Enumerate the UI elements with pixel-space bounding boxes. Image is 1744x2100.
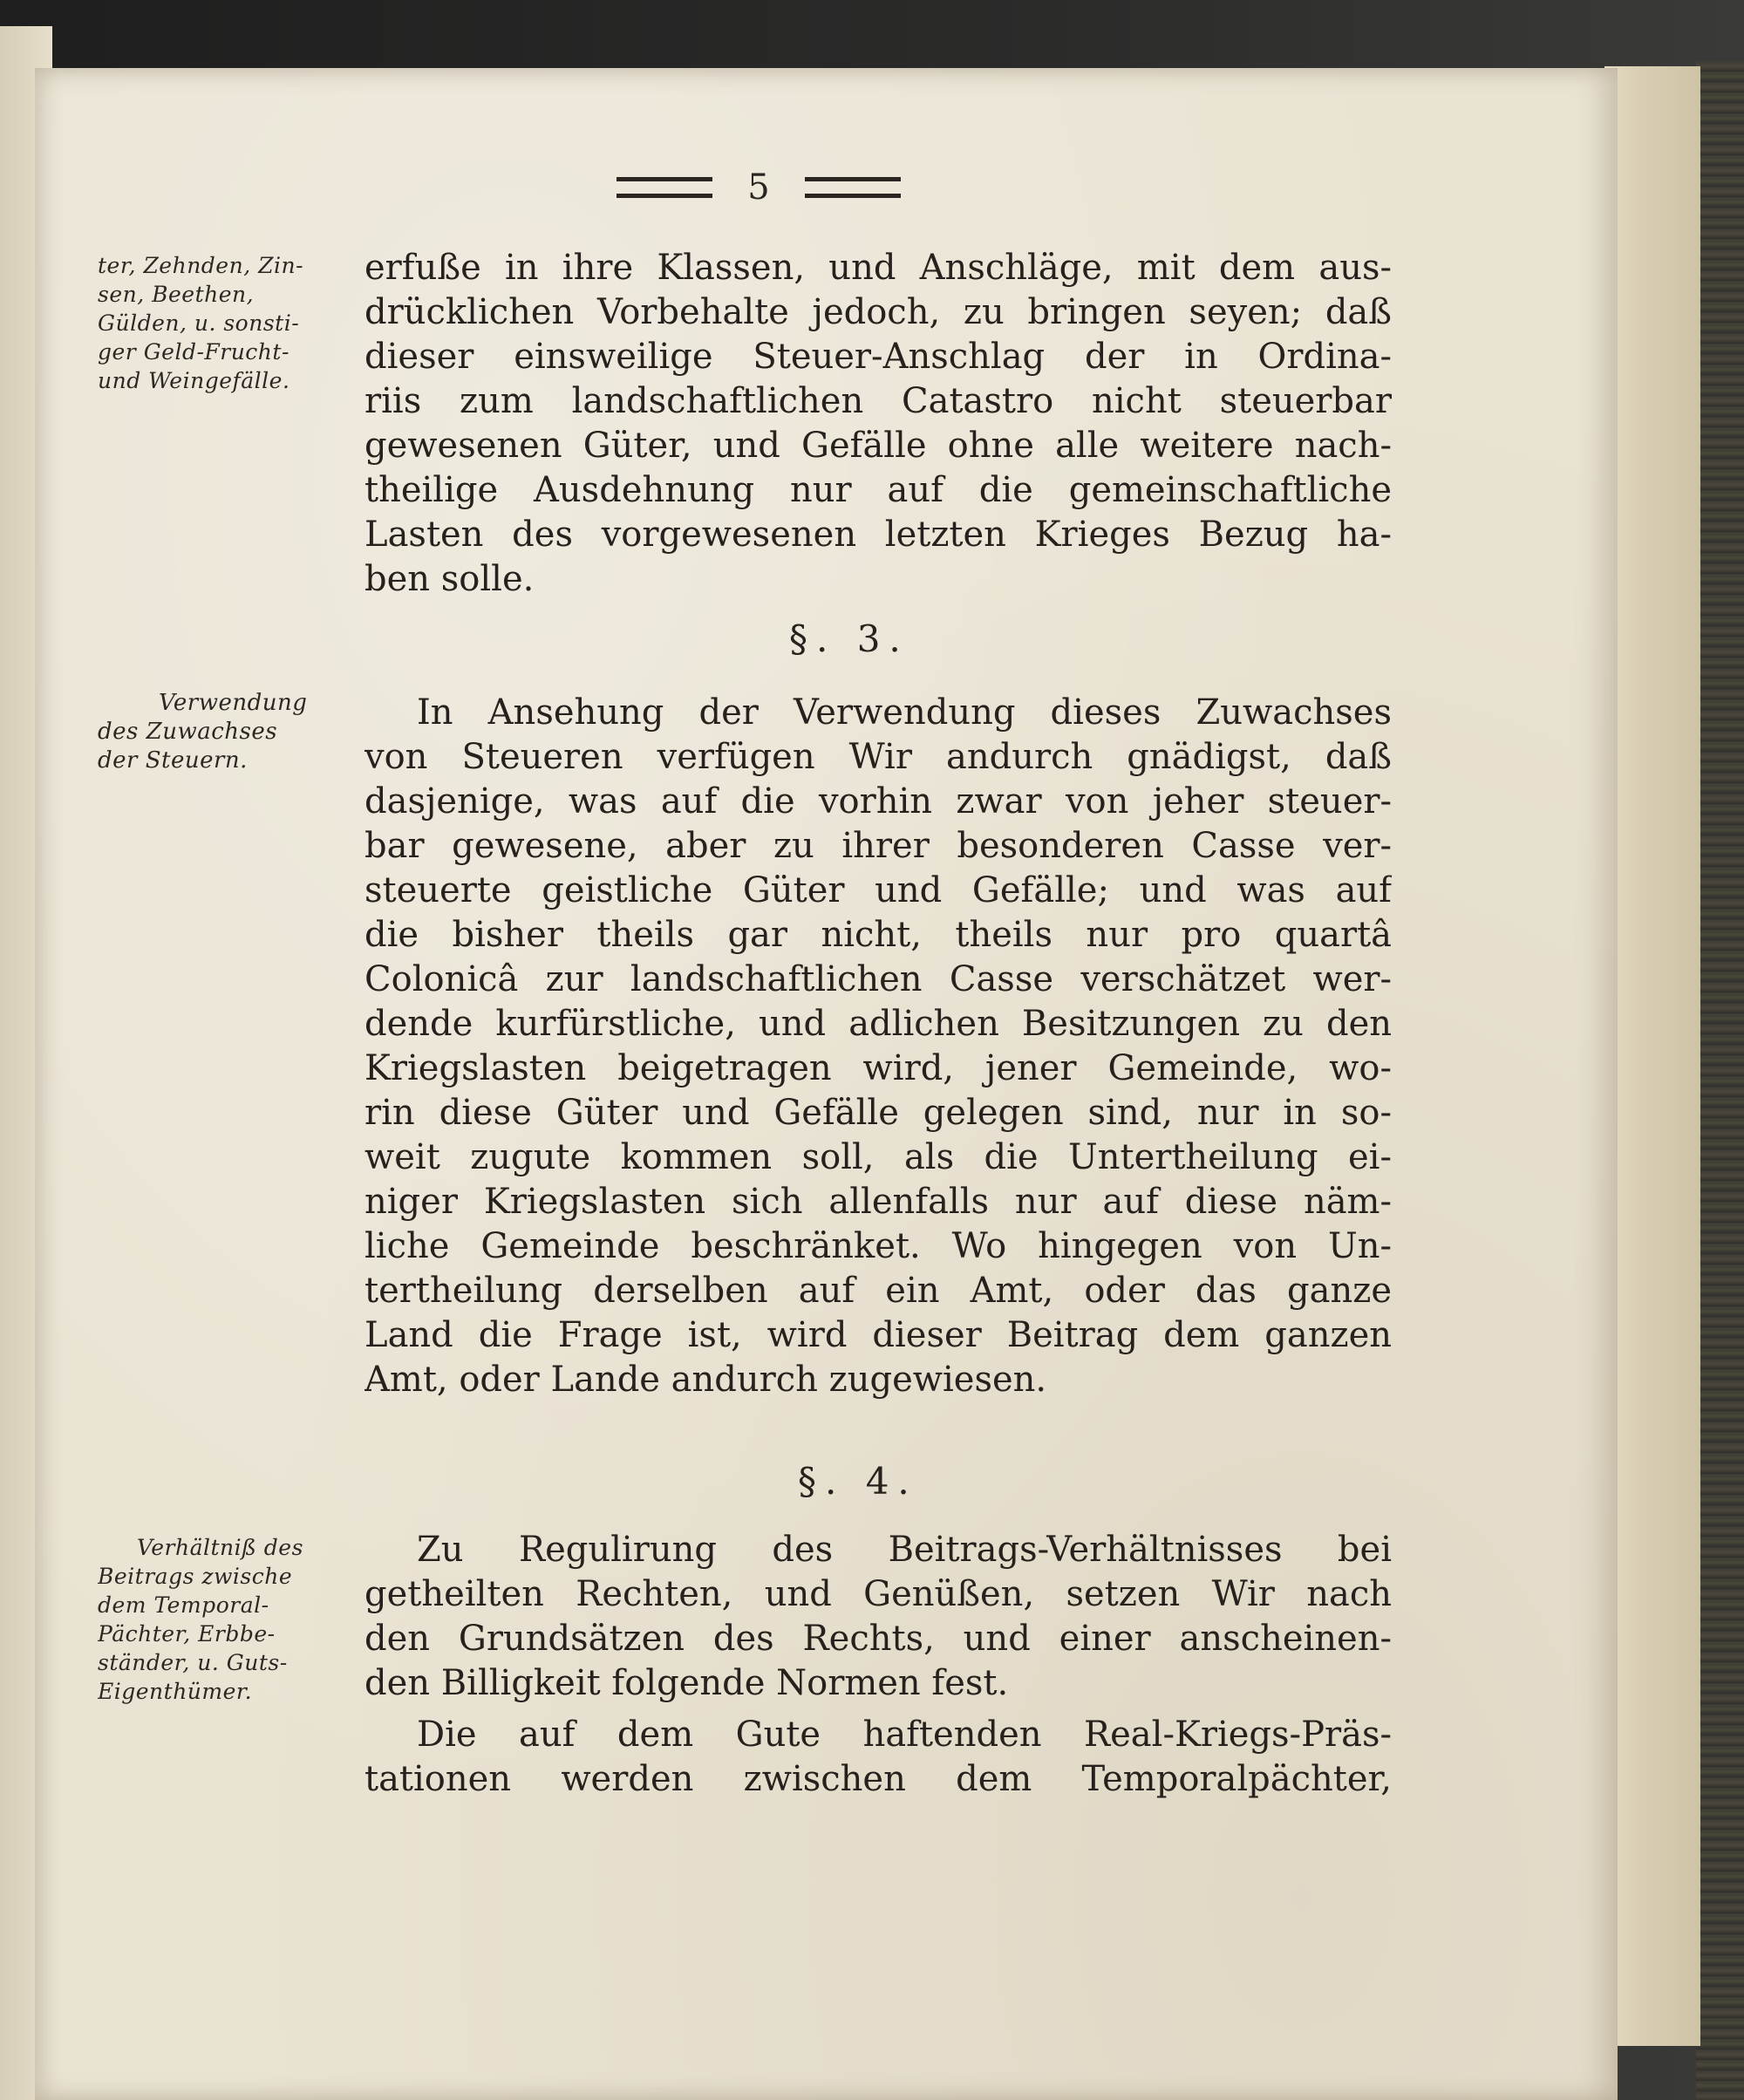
text-line: In Ansehung der Verwendung dieses Zuwachses (417, 692, 1392, 733)
text-line: dende kurfürstliche, und adlichen Besitzungen zu den (364, 1004, 1392, 1044)
text-line: den Billigkeit folgende Normen fest. (364, 1663, 1009, 1703)
text-line: theilige Ausdehnung nur auf die gemeinschaftliche (364, 470, 1392, 510)
text-line: Amt, oder Lande andurch zugewiesen. (364, 1360, 1047, 1400)
text-line: drücklichen Vorbehalte jedoch, zu bringen seyen; daß (364, 292, 1392, 332)
text-line: niger Kriegslasten sich allenfalls nur auf diese näm- (364, 1182, 1392, 1222)
margin-note-contribution-ratio (98, 1533, 351, 1706)
text-line: tationen werden zwischen dem Temporalpächter, (364, 1759, 1392, 1799)
section-heading-4: §. 4. (798, 1460, 918, 1503)
margin-note-line: Verwendung (159, 690, 308, 716)
paragraph-section-4 (364, 1528, 1392, 1802)
text-line: rin diese Güter und Gefälle gelegen sind, nur in so- (364, 1093, 1392, 1133)
margin-note-line: dem Temporal- (98, 1592, 269, 1618)
text-line: ben solle. (364, 559, 535, 599)
margin-note-line: Beitrags zwische (98, 1564, 293, 1589)
text-line: riis zum landschaftlichen Catastro nicht steuerbar (364, 381, 1392, 421)
margin-note-line: und Weingefälle. (98, 368, 290, 393)
text-line: getheilten Rechten, und Genüßen, setzen Wir nach (364, 1574, 1392, 1614)
header-rule-left (617, 177, 712, 198)
text-line: Land die Frage ist, wird dieser Beitrag dem ganzen (364, 1315, 1392, 1355)
margin-note-line: ger Geld-Frucht- (98, 339, 290, 365)
text-line: Colonicâ zur landschaftlichen Casse verschätzet wer- (364, 959, 1392, 999)
text-line: bar gewesene, aber zu ihrer besonderen Casse ver- (364, 826, 1392, 866)
page-number: 5 (747, 167, 770, 208)
text-line: dieser einsweilige Steuer-Anschlag der in Ordina- (364, 337, 1392, 377)
paragraph-section-3 (364, 691, 1392, 1402)
page-header (593, 161, 924, 214)
text-line: Zu Regulirung des Beitrags-Verhältnisses bei (417, 1530, 1392, 1570)
text-line: gewesenen Güter, und Gefälle ohne alle weitere nach- (364, 426, 1392, 466)
text-line: erfuße in ihre Klassen, und Anschläge, mit dem aus- (364, 248, 1392, 288)
margin-note-line: Gülden, u. sonsti- (98, 310, 300, 336)
text-line: Kriegslasten beigetragen wird, jener Gemeinde, wo- (364, 1048, 1392, 1088)
margin-note-line: sen, Beethen, (98, 282, 255, 307)
text-line: dasjenige, was auf die vorhin zwar von jeher steuer- (364, 781, 1392, 822)
paragraph-continuation (364, 246, 1392, 602)
margin-note-line: Pächter, Erbbe- (98, 1621, 276, 1647)
text-line: die bisher theils gar nicht, theils nur pro quartâ (364, 915, 1392, 955)
margin-note-line: des Zuwachses (98, 719, 278, 745)
text-line: liche Gemeinde beschränket. Wo hingegen von Un- (364, 1226, 1392, 1266)
margin-note-line: ständer, u. Guts- (98, 1650, 288, 1675)
text-line: tertheilung derselben auf ein Amt, oder das ganze (364, 1271, 1392, 1311)
text-line: von Steueren verfügen Wir andurch gnädigst, daß (364, 737, 1392, 777)
text-line: den Grundsätzen des Rechts, und einer anscheinen- (364, 1619, 1392, 1659)
margin-note-use-of-taxes (98, 689, 351, 775)
margin-note-line: ter, Zehnden, Zin- (98, 253, 304, 278)
margin-note-line: der Steuern. (98, 747, 248, 774)
book-cover-edge (1696, 61, 1744, 2100)
header-rule-right (805, 177, 901, 198)
text-line: Die auf dem Gute haftenden Real-Kriegs-Präs- (417, 1715, 1392, 1755)
margin-note-line: Eigenthümer. (98, 1679, 253, 1704)
text-line: steuerte geistliche Güter und Gefälle; und was auf (364, 870, 1392, 910)
margin-note-line: Verhältniß des (137, 1535, 303, 1560)
text-line: Lasten des vorgewesenen letzten Krieges Bezug ha- (364, 515, 1392, 555)
text-line: weit zugute kommen soll, als die Untertheilung ei- (364, 1137, 1392, 1177)
page-stack-edges (1604, 66, 1700, 2046)
section-heading-3: §. 3. (789, 617, 909, 660)
margin-note-tithes (98, 251, 351, 395)
